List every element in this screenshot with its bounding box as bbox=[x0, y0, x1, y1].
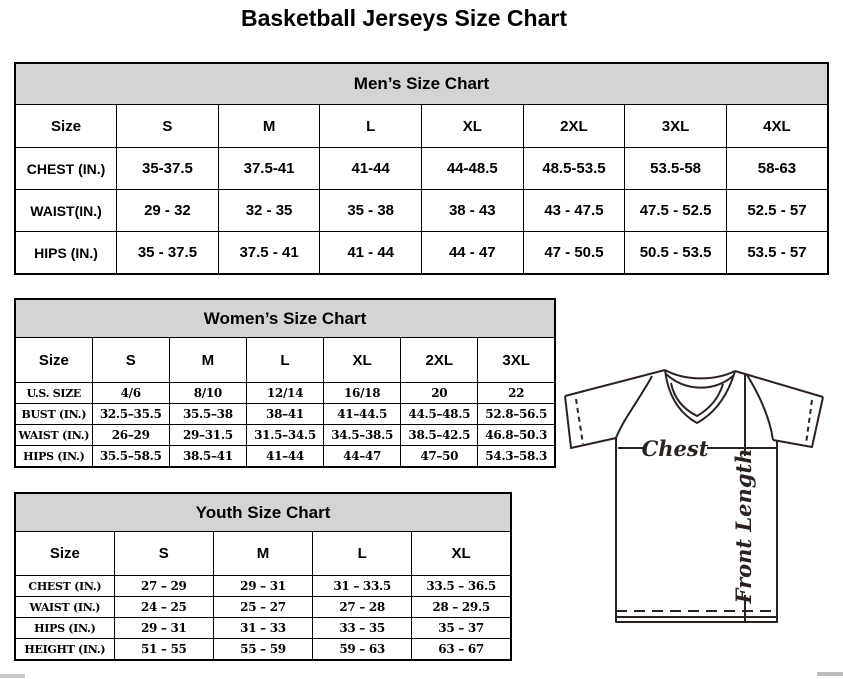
size-cell: 47–50 bbox=[401, 446, 478, 468]
table-row bbox=[15, 232, 828, 275]
size-cell: 50.5 - 53.5 bbox=[625, 232, 727, 275]
column-header: S bbox=[114, 532, 213, 576]
column-header: 2XL bbox=[401, 338, 478, 383]
row-label: CHEST (IN.) bbox=[15, 576, 114, 597]
size-cell: 55 – 59 bbox=[213, 639, 312, 661]
jersey-right-sleeve-seam bbox=[747, 375, 773, 440]
size-cell: 22 bbox=[478, 383, 555, 404]
row-label: HIPS (IN.) bbox=[15, 232, 117, 275]
table-row bbox=[15, 190, 828, 232]
size-cell: 35 - 38 bbox=[320, 190, 422, 232]
size-cell: 41–44 bbox=[246, 446, 323, 468]
size-cell: 12/14 bbox=[246, 383, 323, 404]
row-label: CHEST (IN.) bbox=[15, 148, 117, 190]
size-cell: 53.5 - 57 bbox=[726, 232, 828, 275]
size-cell: 44 - 47 bbox=[422, 232, 524, 275]
size-cell: 41-44 bbox=[320, 148, 422, 190]
youth-size-chart-table bbox=[14, 492, 512, 661]
chest-label: Chest bbox=[641, 436, 709, 461]
size-cell: 33 – 35 bbox=[313, 618, 412, 639]
table-row bbox=[15, 576, 511, 597]
jersey-left-sleeve bbox=[565, 396, 616, 448]
size-cell: 31 – 33 bbox=[213, 618, 312, 639]
column-header: L bbox=[313, 532, 412, 576]
size-cell: 48.5-53.5 bbox=[523, 148, 625, 190]
size-cell: 38–41 bbox=[246, 404, 323, 425]
table-title: Women’s Size Chart bbox=[15, 299, 555, 338]
row-label: BUST (IN.) bbox=[15, 404, 92, 425]
size-cell: 34.5–38.5 bbox=[324, 425, 401, 446]
size-cell: 35 - 37.5 bbox=[117, 232, 219, 275]
page-title: Basketball Jerseys Size Chart bbox=[240, 5, 567, 31]
column-header: XL bbox=[422, 105, 524, 148]
size-cell: 52.8–56.5 bbox=[478, 404, 555, 425]
scrollbar-fragment-left[interactable] bbox=[0, 674, 25, 678]
table-row bbox=[15, 383, 555, 404]
size-cell: 41–44.5 bbox=[324, 404, 401, 425]
table-row bbox=[15, 639, 511, 661]
column-header: XL bbox=[412, 532, 511, 576]
size-cell: 27 – 28 bbox=[313, 597, 412, 618]
size-cell: 29 - 32 bbox=[117, 190, 219, 232]
table-row bbox=[15, 404, 555, 425]
table-title: Men’s Size Chart bbox=[15, 63, 828, 105]
size-cell: 52.5 - 57 bbox=[726, 190, 828, 232]
size-cell: 41 - 44 bbox=[320, 232, 422, 275]
size-cell: 8/10 bbox=[169, 383, 246, 404]
size-cell: 44.5–48.5 bbox=[401, 404, 478, 425]
size-cell: 25 – 27 bbox=[213, 597, 312, 618]
row-label: WAIST (IN.) bbox=[15, 425, 92, 446]
jersey-right-shoulder-line bbox=[735, 371, 823, 397]
size-cell: 46.8–50.3 bbox=[478, 425, 555, 446]
size-cell: 24 – 25 bbox=[114, 597, 213, 618]
womens-size-chart-table bbox=[14, 298, 556, 468]
jersey-left-sleeve-seam bbox=[616, 376, 652, 438]
size-cell: 35 – 37 bbox=[412, 618, 511, 639]
size-cell: 35-37.5 bbox=[117, 148, 219, 190]
size-cell: 63 – 67 bbox=[412, 639, 511, 661]
size-cell: 27 – 29 bbox=[114, 576, 213, 597]
size-cell: 59 – 63 bbox=[313, 639, 412, 661]
jersey-collar-band-outer bbox=[665, 370, 735, 378]
table-row bbox=[15, 446, 555, 468]
column-header: L bbox=[320, 105, 422, 148]
jersey-right-cuff-dashed-line bbox=[806, 400, 812, 444]
size-cell: 51 – 55 bbox=[114, 639, 213, 661]
size-cell: 37.5-41 bbox=[218, 148, 320, 190]
size-cell: 4/6 bbox=[92, 383, 169, 404]
size-cell: 31.5–34.5 bbox=[246, 425, 323, 446]
mens-size-chart-table bbox=[14, 62, 829, 275]
jersey-measurement-diagram bbox=[555, 355, 843, 675]
size-cell: 35.5–38 bbox=[169, 404, 246, 425]
size-cell: 33.5 – 36.5 bbox=[412, 576, 511, 597]
size-cell: 38 - 43 bbox=[422, 190, 524, 232]
table-row bbox=[15, 425, 555, 446]
column-header: M bbox=[213, 532, 312, 576]
row-label: WAIST(IN.) bbox=[15, 190, 117, 232]
size-cell: 47 - 50.5 bbox=[523, 232, 625, 275]
size-cell: 31 – 33.5 bbox=[313, 576, 412, 597]
size-cell: 26–29 bbox=[92, 425, 169, 446]
size-cell: 29 – 31 bbox=[213, 576, 312, 597]
table-title: Youth Size Chart bbox=[15, 493, 511, 532]
column-header: 3XL bbox=[625, 105, 727, 148]
column-header: 2XL bbox=[523, 105, 625, 148]
row-label: HIPS (IN.) bbox=[15, 446, 92, 468]
column-header: Size bbox=[15, 105, 117, 148]
column-header: 4XL bbox=[726, 105, 828, 148]
table-row bbox=[15, 148, 828, 190]
size-cell: 44-48.5 bbox=[422, 148, 524, 190]
row-label: WAIST (IN.) bbox=[15, 597, 114, 618]
column-header: M bbox=[218, 105, 320, 148]
size-cell: 20 bbox=[401, 383, 478, 404]
column-header: S bbox=[117, 105, 219, 148]
jersey-left-cuff-dashed-line bbox=[576, 399, 583, 444]
size-cell: 38.5–41 bbox=[169, 446, 246, 468]
column-header: L bbox=[246, 338, 323, 383]
row-label: HEIGHT (IN.) bbox=[15, 639, 114, 661]
size-cell: 47.5 - 52.5 bbox=[625, 190, 727, 232]
row-label: HIPS (IN.) bbox=[15, 618, 114, 639]
size-cell: 29–31.5 bbox=[169, 425, 246, 446]
size-cell: 16/18 bbox=[324, 383, 401, 404]
size-cell: 32 - 35 bbox=[218, 190, 320, 232]
size-cell: 43 - 47.5 bbox=[523, 190, 625, 232]
column-header: 3XL bbox=[478, 338, 555, 383]
size-cell: 44–47 bbox=[324, 446, 401, 468]
scrollbar-fragment-right[interactable] bbox=[817, 672, 843, 676]
size-cell: 35.5–58.5 bbox=[92, 446, 169, 468]
column-header: XL bbox=[324, 338, 401, 383]
size-cell: 53.5-58 bbox=[625, 148, 727, 190]
size-cell: 29 – 31 bbox=[114, 618, 213, 639]
row-label: U.S. SIZE bbox=[15, 383, 92, 404]
column-header: M bbox=[169, 338, 246, 383]
jersey-right-sleeve bbox=[773, 397, 823, 447]
size-cell: 28 – 29.5 bbox=[412, 597, 511, 618]
table-row bbox=[15, 618, 511, 639]
column-header: Size bbox=[15, 532, 114, 576]
jersey-left-shoulder-line bbox=[565, 370, 665, 396]
column-header: S bbox=[92, 338, 169, 383]
size-cell: 32.5–35.5 bbox=[92, 404, 169, 425]
size-cell: 58-63 bbox=[726, 148, 828, 190]
size-cell: 38.5–42.5 bbox=[401, 425, 478, 446]
size-cell: 37.5 - 41 bbox=[218, 232, 320, 275]
front-length-label: Front Length bbox=[731, 448, 756, 604]
size-cell: 54.3–58.3 bbox=[478, 446, 555, 468]
column-header: Size bbox=[15, 338, 92, 383]
table-row bbox=[15, 597, 511, 618]
